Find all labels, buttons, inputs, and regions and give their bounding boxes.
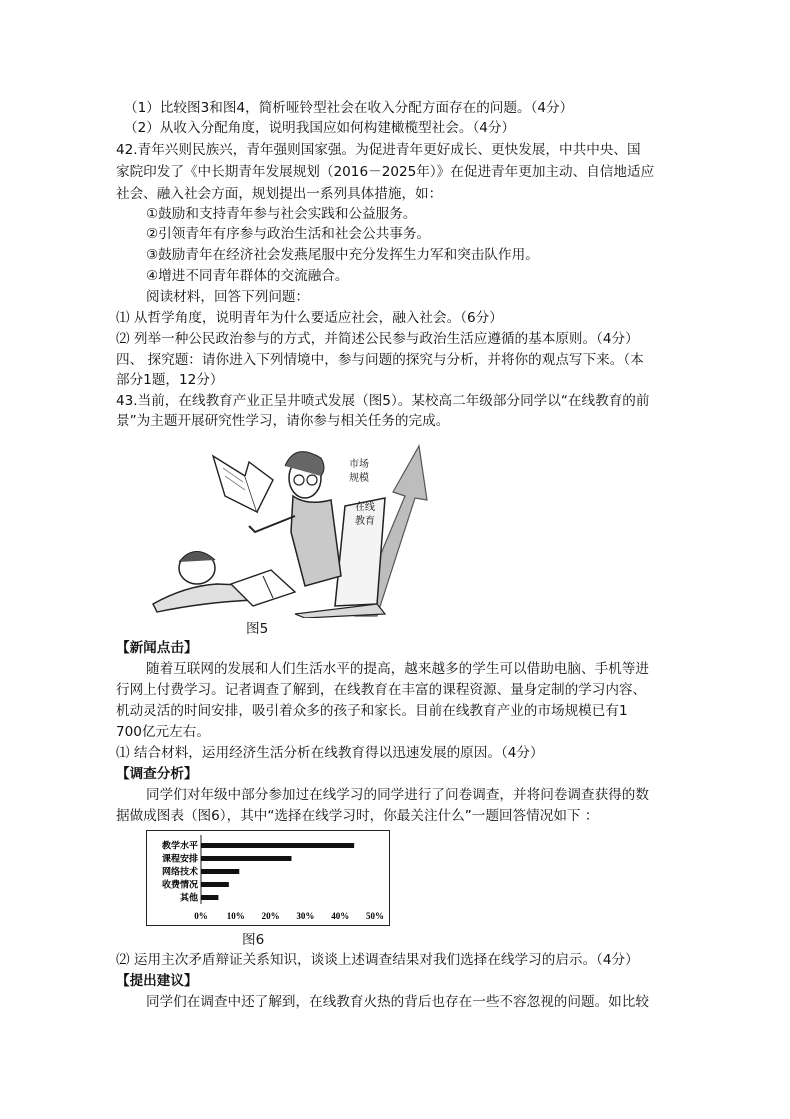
category-label: 课程安排 [161,853,198,864]
suggestion-heading: 【提出建议】 [116,973,198,989]
figure-5-label-market: 市场 [349,459,369,470]
question-42-line-3: 社会、融入社会方面，规划提出一系列具体措施，如： [116,186,443,202]
question-43-1: ⑴ 结合材料，运用经济生活分析在线教育得以迅速发展的原因。（4分） [116,745,544,761]
section-4-heading-cont: 部分1题，12分） [116,372,224,388]
tick-label: 30% [296,911,315,921]
news-heading: 【新闻点击】 [116,640,198,656]
question-42-1: ⑴ 从哲学角度，说明青年为什么要适应社会，融入社会。（6分） [116,310,503,326]
tick-label: 20% [261,911,280,921]
question-43-2: ⑵ 运用主次矛盾辩证关系知识，谈谈上述调查结果对我们选择在线学习的启示。（4分） [116,952,639,968]
news-body-3: 机动灵活的时间安排，吸引着众多的孩子和家长。目前在线教育产业的市场规模已有1 [116,703,628,719]
tick-label: 0% [194,911,208,921]
measure-2: ②引领青年有序参与政治生活和社会公共事务。 [146,226,431,242]
survey-body-2: 据做成图表（图6），其中“选择在线学习时，你最关注什么”一题回答情况如下 ： [116,808,599,824]
survey-body-1: 同学们对年级中部分参加过在线学习的同学进行了问卷调查，并将问卷调查获得的数 [146,787,649,803]
bar [201,856,291,861]
question-43-line-2: 景”为主题开展研究性学习，请你参与相关任务的完成。 [116,413,450,429]
survey-heading: 【调查分析】 [116,766,198,782]
read-instruction: 阅读材料，回答下列问题： [146,289,310,305]
tick-label: 10% [226,911,245,921]
figure-6-caption: 图6 [242,932,265,948]
bar [201,882,229,887]
measure-1: ①鼓励和支持青年参与社会实践和公益服务。 [146,206,417,222]
figure-5-label-online: 在线 [355,502,375,513]
question-43-line-1: 43.当前，在线教育产业正呈井喷式发展（图5）。某校高二年级部分同学以“在线教育的前 [116,393,650,409]
figure-5-illustration [145,436,435,618]
measure-4: ④增进不同青年群体的交流融合。 [146,268,349,284]
question-42-line-2: 家院印发了《中长期青年发展规划（2016－2025年）》在促进青年更加主动、自信地适应 [116,164,655,180]
question-1: （1）比较图3和图4，简析哑铃型社会在收入分配方面存在的问题。（4分） [124,100,574,116]
suggestion-body-1: 同学们在调查中还了解到，在线教育火热的背后也存在一些不容忽视的问题。如比较 [146,994,649,1010]
bar [201,895,218,900]
bar [201,869,239,874]
figure-6-chart [146,830,390,926]
category-label: 网络技术 [161,866,198,877]
figure-5-caption: 图5 [246,621,269,637]
tick-label: 40% [331,911,350,921]
category-label: 其他 [179,892,198,903]
news-body-4: 700亿元左右。 [116,724,210,740]
question-42-2: ⑵ 列举一种公民政治参与的方式，并简述公民参与政治生活应遵循的基本原则。（4分） [116,331,639,347]
tick-label: 50% [366,911,384,921]
bar-chart-svg [147,831,389,925]
news-body-1: 随着互联网的发展和人们生活水平的提高，越来越多的学生可以借助电脑、手机等进 [146,661,649,677]
category-label: 教学水平 [161,840,198,851]
measure-3: ③鼓励青年在经济社会发燕尾服中充分发挥生力军和突击队作用。 [146,247,539,263]
news-body-2: 行网上付费学习。记者调查了解到，在线教育在丰富的课程资源、量身定制的学习内容、 [116,682,647,698]
category-label: 收费情况 [161,879,198,890]
bar [201,843,354,848]
section-4-heading: 四、 探究题：请你进入下列情境中，参与问题的探究与分析，并将你的观点写下来。（本 [116,352,644,368]
figure-5-label-education: 教育 [355,516,375,527]
question-2: （2）从收入分配角度，说明我国应如何构建橄榄型社会。（4分） [124,120,516,136]
figure-5-label-scale: 规模 [349,473,369,484]
question-42-line-1: 42.青年兴则民族兴，青年强则国家强。为促进青年更好成长、更快发展，中共中央、国 [116,142,641,158]
